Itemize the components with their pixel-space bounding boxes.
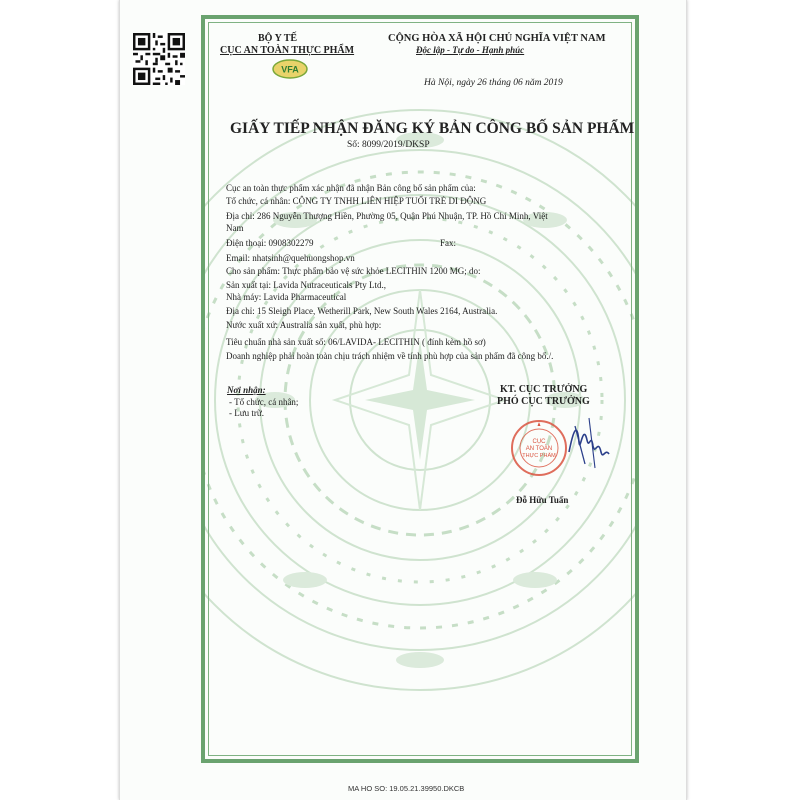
body-line: Email: nhatsinh@quehuongshop.vn	[226, 253, 355, 263]
qr-code-icon	[133, 33, 185, 85]
body-line: Nam	[226, 223, 244, 233]
body-line: Nước xuất xứ: Australia sản xuất, phù hợp:	[226, 320, 382, 330]
ministry-name: BỘ Y TẾ	[258, 33, 298, 44]
page-title: GIẤY TIẾP NHẬN ĐĂNG KÝ BẢN CÔNG BỐ SẢN PHẨM	[230, 120, 635, 137]
motto: Độc lập - Tự do - Hạnh phúc	[416, 45, 525, 55]
body-line: Fax:	[440, 238, 457, 248]
signer-name: Đỗ Hữu Tuấn	[516, 495, 569, 505]
body-line: Cho sản phẩm: Thực phẩm bảo vệ sức khỏe LECITHIN 1200 MG; do:	[226, 266, 481, 276]
body-line: Cục an toàn thực phẩm xác nhận đã nhận Bản công bố sản phẩm của:	[226, 183, 476, 193]
body-line: Sản xuất tại: Lavida Nutraceuticals Pty Ltd.,	[226, 280, 386, 290]
body-line: Địa chỉ: 286 Nguyễn Thượng Hiền, Phường 05, Quận Phú Nhuận, TP. Hồ Chí Minh, Việt	[226, 211, 548, 221]
body-line: Doanh nghiệp phải hoàn toàn chịu trách nhiệm về tính phù hợp của sản phẩm đã công bố./.	[226, 351, 554, 361]
signatory-title: KT. CỤC TRƯỞNG	[500, 384, 588, 395]
recipient-item: - Lưu trữ.	[229, 408, 264, 418]
recipients-heading: Nơi nhận:	[227, 385, 266, 395]
svg-text:VFA: VFA	[281, 64, 299, 75]
svg-text:CỤC: CỤC	[532, 439, 546, 445]
svg-text:AN TOÀN: AN TOÀN	[525, 446, 553, 452]
body-line: Nhà máy: Lavida Pharmaceutical	[226, 292, 347, 302]
body-line: Địa chỉ: 15 Sleigh Place, Wetherill Park, New South Wales 2164, Australia.	[226, 306, 498, 316]
body-line: Tiêu chuẩn nhà sản xuất số: 06/LAVIDA- LECITHIN ( đính kèm hồ sơ)	[226, 337, 486, 347]
vfa-logo-icon	[271, 58, 309, 80]
handwritten-signature-icon	[565, 412, 613, 474]
document-number: Số: 8099/2019/DKSP	[347, 140, 430, 150]
body-line: Điện thoại: 0908302279	[226, 238, 314, 248]
signatory-position: PHÓ CỤC TRƯỞNG	[497, 396, 590, 407]
official-seal-icon	[509, 418, 569, 478]
file-code: MA HO SO: 19.05.21.39950.DKCB	[348, 784, 465, 793]
body-line: Tổ chức, cá nhân: CÔNG TY TNHH LIÊN HIỆP TUỔI TRẺ DI ĐỘNG	[226, 196, 487, 206]
issue-date: Hà Nội, ngày 26 tháng 06 năm 2019	[424, 78, 563, 88]
agency-name: CỤC AN TOÀN THỰC PHẨM	[220, 45, 355, 56]
svg-text:THỰC PHẨM: THỰC PHẨM	[522, 453, 556, 459]
country-name: CỘNG HÒA XÃ HỘI CHỦ NGHĨA VIỆT NAM	[388, 33, 606, 44]
recipient-item: - Tổ chức, cá nhân;	[229, 397, 299, 407]
